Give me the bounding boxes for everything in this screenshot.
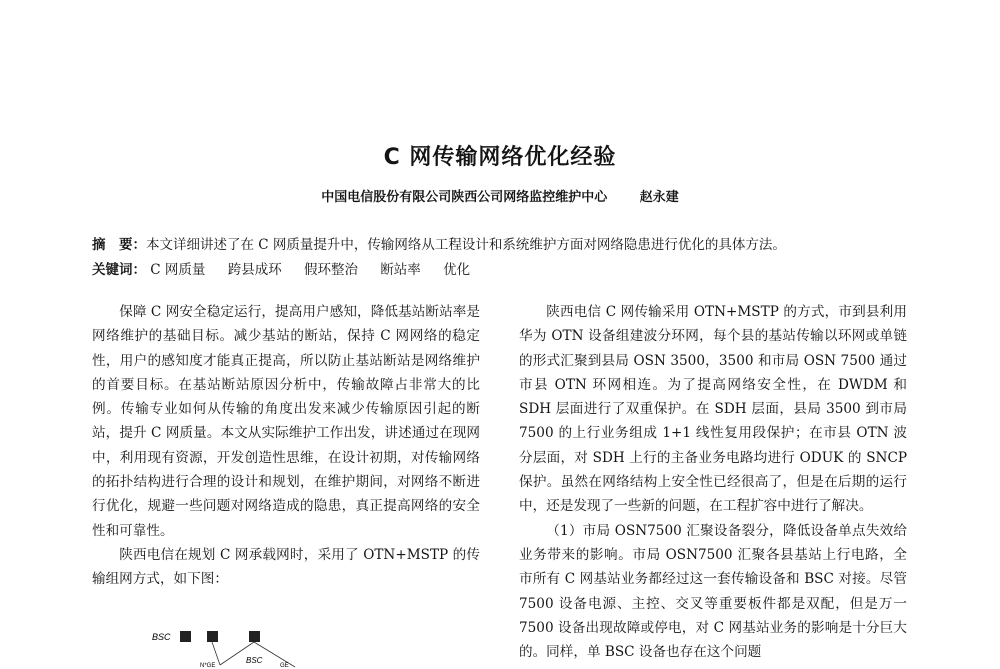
bsc-node-icon	[180, 631, 191, 642]
body-paragraph: （1）市局 OSN7500 汇聚设备裂分，降低设备单点失效给业务带来的影响。市局 OSN7500 汇聚各县基站上行电路，全市所有 C 网基站业务都经过这一套传输设备和 BSC 对接。尽管 7500 设备电源、主控、交叉等重要板件都是双配，但是万一 7500 设备出现故障或停电，对 C 网基站业务的影响是十分巨大的。同样，单 BSC 设备也存在这个问题	[519, 522, 907, 661]
bsc-node-icon	[249, 631, 260, 642]
bsc-node-icon	[207, 631, 218, 642]
paper-title: C 网传输网络优化经验	[383, 145, 617, 170]
author: 赵永建	[639, 190, 679, 205]
byline	[0, 186, 1000, 205]
keyword: 断站率	[380, 262, 421, 278]
right-column	[519, 300, 907, 664]
figure-label-bsc: BSC	[152, 632, 171, 642]
keyword: 优化	[443, 262, 471, 278]
abstract-block	[92, 233, 912, 283]
link-line	[212, 642, 220, 665]
figure-label-link: N*GE	[200, 663, 216, 669]
keywords-label: 关键词：	[92, 262, 146, 278]
affiliation: 中国电信股份有限公司陕西公司网络监控维护中心	[321, 190, 608, 205]
body-paragraph: 保障 C 网安全稳定运行，提高用户感知，降低基站断站率是网络维护的基础目标。减少基站的断站，保持 C 网网络的稳定性，用户的感知度才能真正提高，所以防止基站断站是网络维护的首要目标。在基站断站原因分析中，传输故障占非常大的比例。传输专业如何从传输的角度出发来减少传输原因引起的断站，提升 C 网质量。本文从实际维护工作出发，讲述通过在现网中，利用现有资源，开发创造性思维，在设计初期，对传输网络的拓扑结构进行合理的设计和规划，在维护期间，对网络不断进行优化，规避一些问题对网络造成的隐患，真正提高网络的安全性和可靠性。	[92, 304, 480, 539]
figure-label-bsc: BSC	[246, 656, 263, 665]
keyword: 假环整治	[304, 262, 359, 278]
keyword: 跨县成环	[227, 262, 282, 278]
body-paragraph: 陕西电信 C 网传输采用 OTN+MSTP 的方式，市到县利用华为 OTN 设备组建波分环网，每个县的基站传输以环网或单链的形式汇聚到县局 OSN 3500，3500 和市局 OSN 7500 通过市县 OTN 环网相连。为了提高网络安全性，在 DWDM 和 SDH 层面进行了双重保护。在 SDH 层面，县局 3500 到市局 7500 的上行业务组成 1+1 线性复用段保护；在市县 OTN 波分层面，对 SDH 上行的主备业务电路均进行 ODUK 的 SNCP 保护。虽然在网络结构上安全性已经很高了，但是在后期的运行中，还是发现了一些新的问题，在工程扩容中进行了解决。	[519, 304, 907, 515]
abstract-label: 摘 要：	[92, 237, 146, 253]
abstract-text: 本文详细讲述了在 C 网质量提升中，传输网络从工程设计和系统维护方面对网络隐患进行优化的具体方法。	[146, 237, 786, 253]
network-topology-figure	[150, 625, 350, 669]
keywords	[92, 258, 912, 283]
keyword: C 网质量	[150, 262, 206, 278]
figure-label-link: GE	[280, 663, 289, 669]
left-column	[92, 300, 480, 592]
body-paragraph: 陕西电信在规划 C 网承载网时，采用了 OTN+MSTP 的传输组网方式，如下图：	[92, 546, 480, 588]
abstract	[92, 233, 912, 258]
